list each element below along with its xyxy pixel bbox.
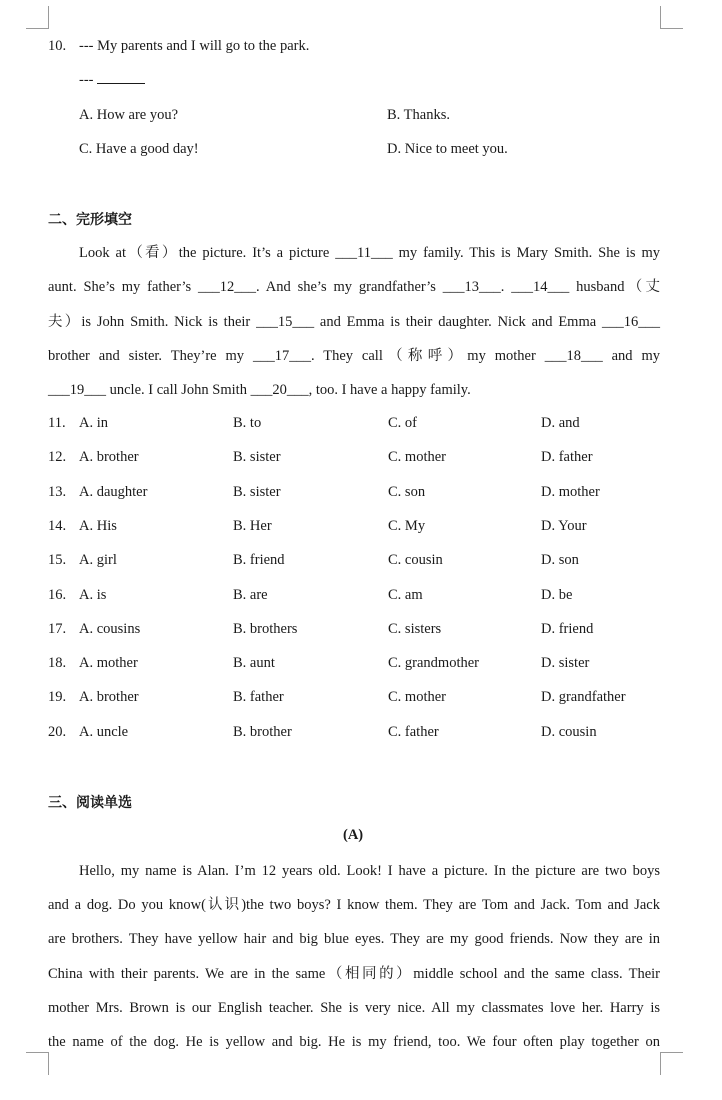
question-number: 19.: [48, 689, 67, 706]
option-d: D. mother: [541, 483, 600, 500]
option-c: C. mother: [388, 449, 446, 466]
option-b: B. aunt: [233, 655, 275, 672]
option-d: D. cousin: [541, 723, 597, 740]
option-c: C. mother: [388, 689, 446, 706]
question-number: 12.: [48, 449, 67, 466]
option-c: C. cousin: [388, 552, 443, 569]
option-c: C. son: [388, 483, 426, 500]
option-c: C. My: [388, 517, 426, 534]
question-number: 13.: [48, 483, 67, 500]
option-a: A. girl: [79, 552, 117, 569]
option-b: B. are: [233, 586, 268, 603]
answer-blank: [97, 73, 145, 84]
option-a: A. brother: [79, 449, 139, 466]
option-b: B. friend: [233, 552, 285, 569]
crop-mark-bottom-left: [26, 1052, 49, 1075]
option-c: C. am: [388, 586, 423, 603]
crop-mark-top-left: [26, 6, 49, 29]
passage-line: brother and sister. They’re my ___17___. They call（称呼）my mother ___18___ and my: [48, 347, 660, 364]
option-c: C. father: [388, 723, 439, 740]
option-b: B. to: [233, 415, 262, 431]
reading-passage: [48, 854, 660, 1059]
option-d: D. Nice to meet you.: [387, 141, 508, 157]
option-a: A. His: [79, 517, 117, 534]
option-d: D. be: [541, 586, 573, 603]
passage-line: Look at（看）the picture. It’s a picture ___11___ my family. This is Mary Smith. She is my: [79, 245, 660, 261]
option-a: A. daughter: [79, 483, 148, 500]
question-number: 16.: [48, 586, 67, 603]
passage-line: the name of the dog. He is yellow and big. He is my friend, too. We four often play together on: [48, 1033, 660, 1050]
option-d: D. father: [541, 449, 593, 466]
option-d: D. and: [541, 415, 580, 431]
option-a: A. mother: [79, 655, 138, 672]
question-prompt: --- My parents and I will go to the park.: [79, 38, 310, 54]
option-d: D. Your: [541, 517, 587, 534]
option-d: D. friend: [541, 620, 594, 637]
option-b: B. brothers: [233, 620, 298, 637]
option-b: B. Thanks.: [387, 107, 450, 123]
option-c: C. of: [388, 415, 417, 431]
option-b: B. brother: [233, 723, 292, 740]
passage-line: Hello, my name is Alan. I’m 12 years old. Look! I have a picture. In the picture are two boys: [79, 863, 660, 879]
passage-line: mother Mrs. Brown is our English teacher. She is very nice. All my classmates love her. Harry is: [48, 999, 660, 1016]
passage-line: and a dog. Do you know(认识)the two boys? I know them. They are Tom and Jack. Tom and Jack: [48, 897, 660, 914]
passage-line: China with their parents. We are in the same（相同的）middle school and the same class. Their: [48, 965, 660, 982]
section-title-cloze: 二、完形填空: [48, 212, 132, 228]
option-b: B. sister: [233, 483, 281, 500]
option-a: A. uncle: [79, 723, 129, 740]
passage-line: ___19___ uncle. I call John Smith ___20___, too. I have a happy family.: [48, 382, 471, 399]
option-a: A. in: [79, 415, 108, 431]
option-d: D. son: [541, 552, 579, 569]
option-b: B. sister: [233, 449, 281, 466]
answer-blank-line: ---: [79, 72, 145, 89]
option-c: C. sisters: [388, 620, 442, 637]
crop-mark-bottom-right: [660, 1052, 683, 1075]
passage-heading: (A): [343, 827, 364, 843]
option-a: A. cousins: [79, 620, 141, 637]
option-b: B. Her: [233, 517, 272, 534]
option-c: C. grandmother: [388, 655, 480, 672]
question-number: 10.: [48, 38, 67, 54]
question-number: 18.: [48, 655, 67, 672]
crop-mark-top-right: [660, 6, 683, 29]
option-b: B. father: [233, 689, 284, 706]
question-number: 17.: [48, 620, 67, 637]
option-d: D. sister: [541, 655, 590, 672]
passage-line: 夫）is John Smith. Nick is their ___15___ and Emma is their daughter. Nick and Emma ___16___: [48, 313, 660, 330]
passage-line: are brothers. They have yellow hair and big blue eyes. They are my good friends. Now they are in: [48, 931, 660, 948]
section-title-reading: 三、阅读单选: [48, 795, 132, 811]
passage-line: aunt. She’s my father’s ___12___. And she’s my grandfather’s ___13___. ___14___ husband（丈: [48, 279, 660, 296]
question-number: 20.: [48, 723, 67, 740]
question-number: 11.: [48, 415, 66, 431]
option-d: D. grandfather: [541, 689, 626, 706]
option-a: A. How are you?: [79, 107, 179, 123]
question-number: 15.: [48, 552, 67, 569]
cloze-passage: [48, 236, 660, 407]
option-a: A. is: [79, 586, 107, 603]
option-a: A. brother: [79, 689, 139, 706]
option-c: C. Have a good day!: [79, 141, 199, 157]
question-number: 14.: [48, 517, 67, 534]
